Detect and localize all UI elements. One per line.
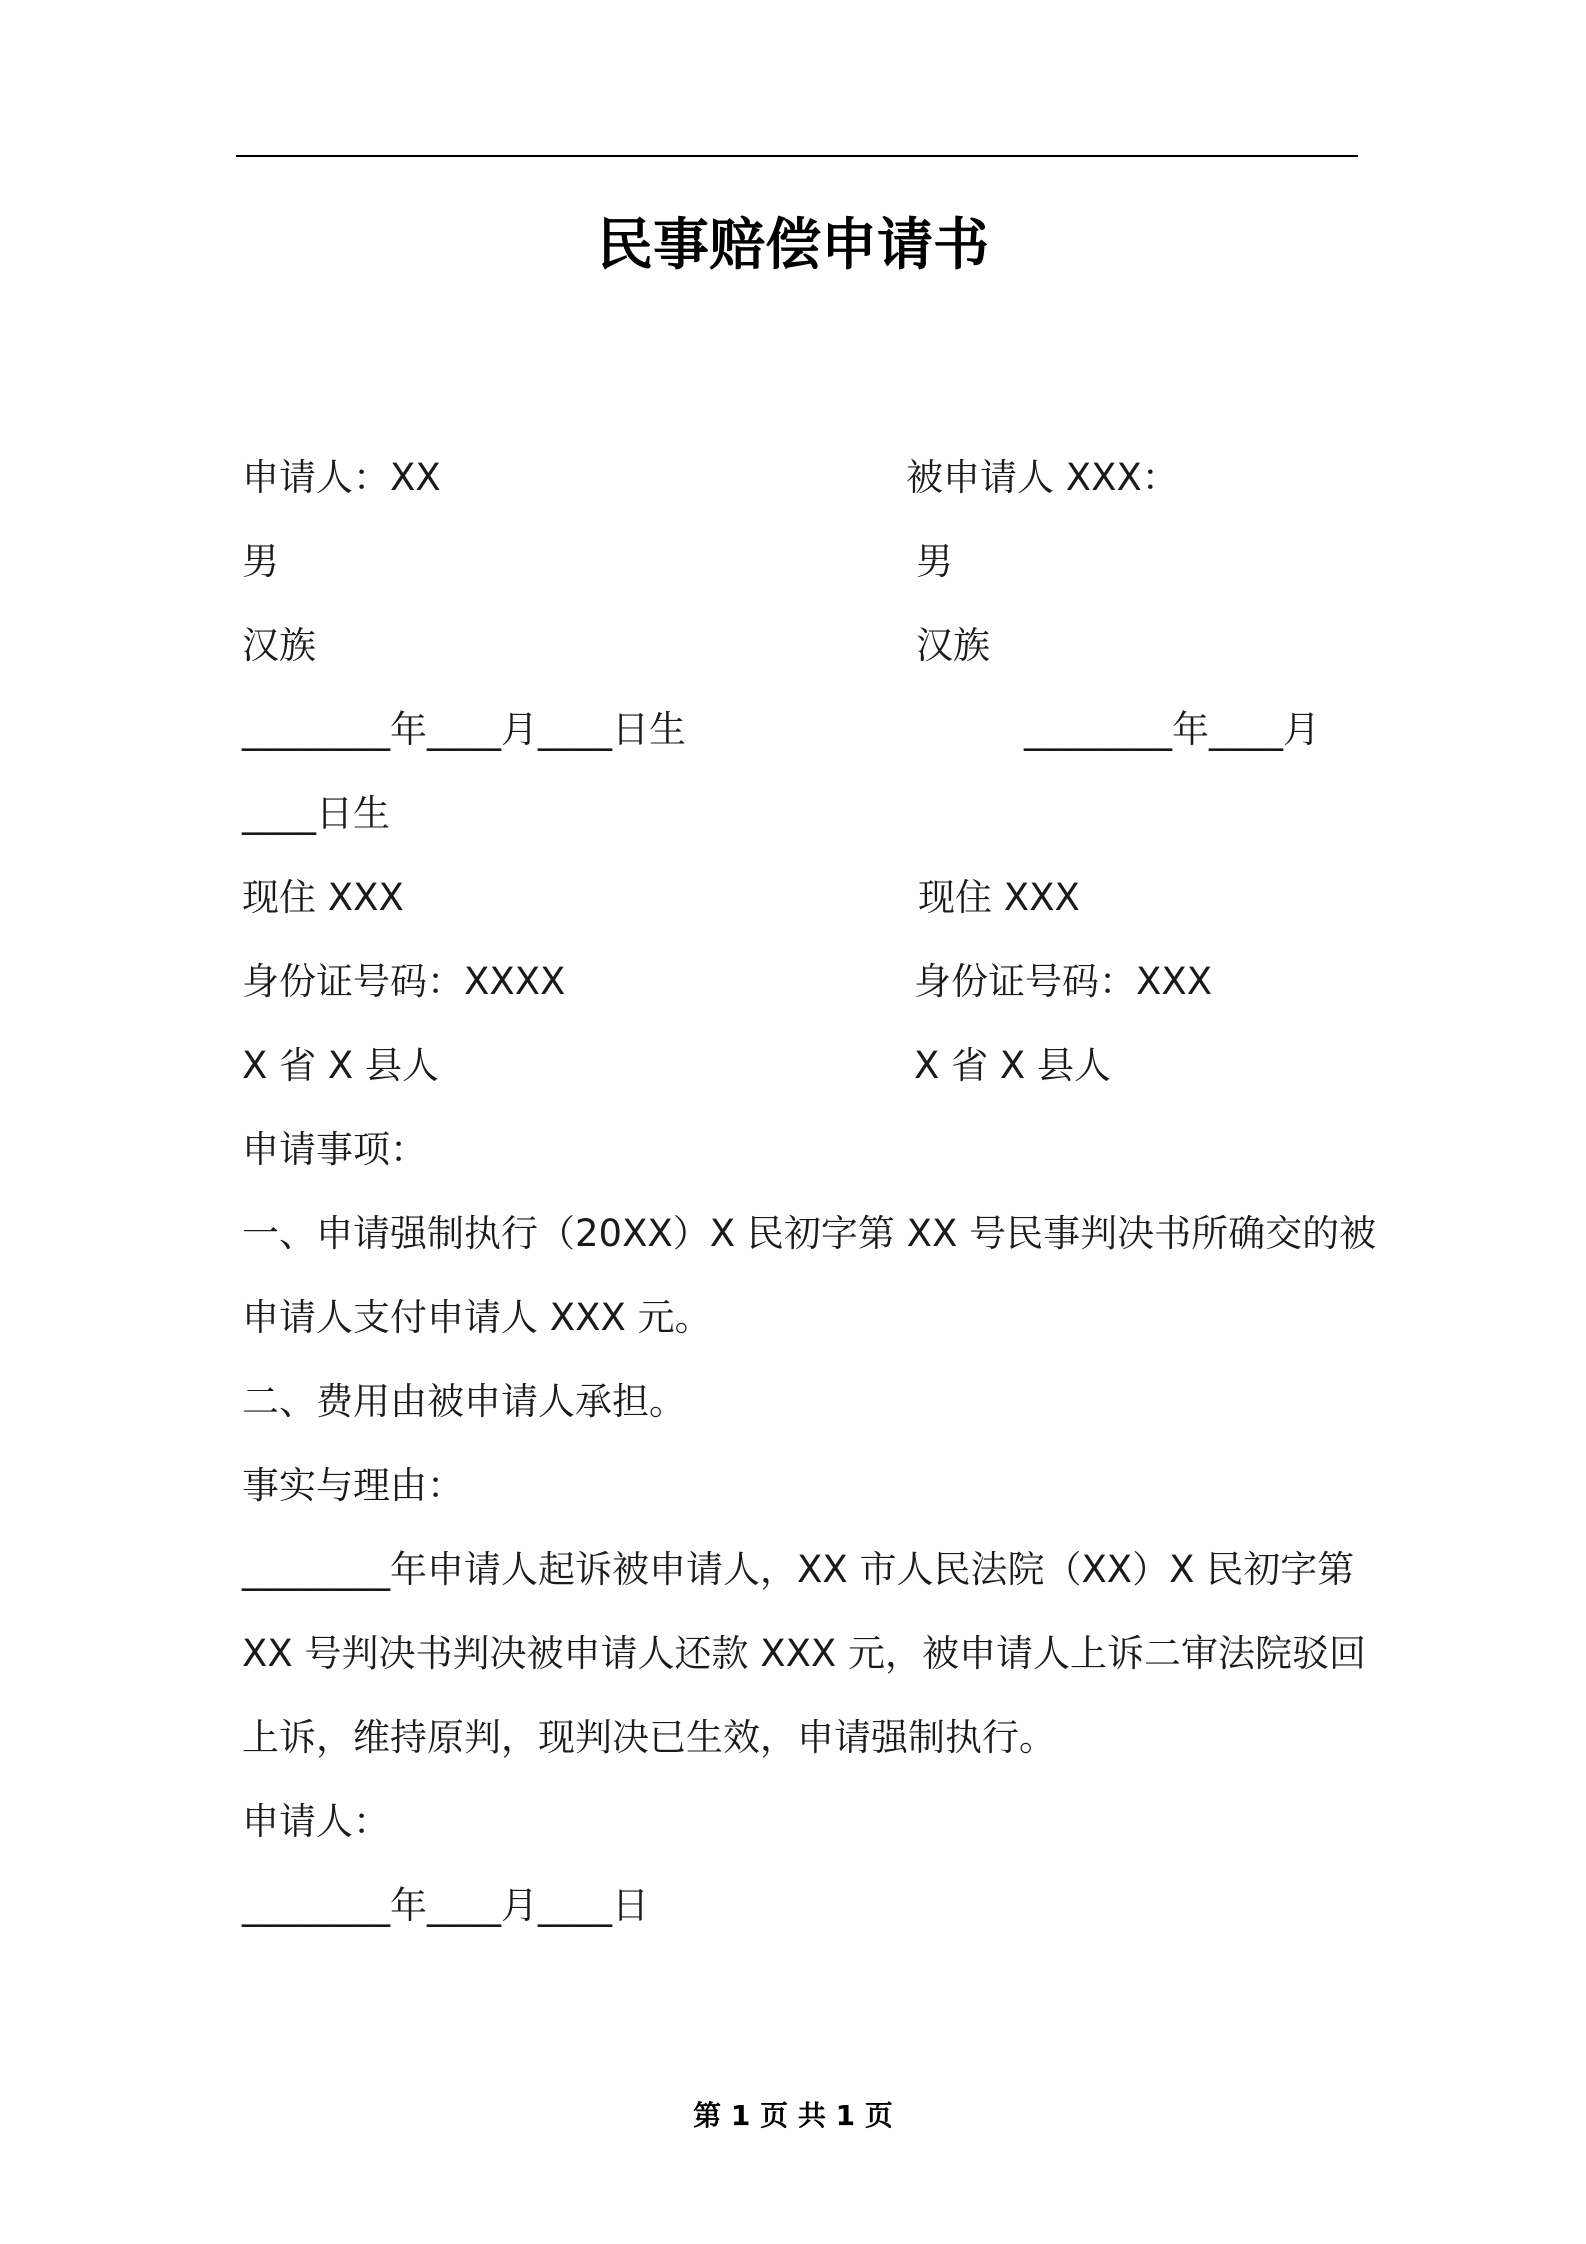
page-number: 第 1 页 共 1 页 xyxy=(693,2099,893,2132)
applicant-ethnicity: 汉族 xyxy=(242,624,316,667)
respondent-birth-date: ________年____月 xyxy=(1024,708,1320,751)
respondent-birth-date-continued: ____日生 xyxy=(242,792,390,835)
applicant-origin: X 省 X 县人 xyxy=(242,1044,439,1087)
applicant-gender: 男 xyxy=(242,540,279,583)
respondent-origin: X 省 X 县人 xyxy=(914,1044,1111,1087)
applicant-name: 申请人：XX xyxy=(242,456,441,499)
facts-line-3: 上诉，维持原判，现判决已生效，申请强制执行。 xyxy=(242,1716,1056,1759)
respondent-address: 现住 XXX xyxy=(918,876,1080,919)
signature-label: 申请人： xyxy=(242,1800,390,1843)
facts-heading: 事实与理由： xyxy=(242,1464,464,1507)
applicant-id-number: 身份证号码：XXXX xyxy=(242,960,566,1003)
requests-heading: 申请事项： xyxy=(242,1128,427,1171)
facts-line-1: ________年申请人起诉被申请人，XX 市人民法院（XX）X 民初字第 xyxy=(242,1548,1355,1591)
request-1-line-2: 申请人支付申请人 XXX 元。 xyxy=(242,1296,712,1339)
header-rule xyxy=(236,155,1358,157)
request-2: 二、费用由被申请人承担。 xyxy=(242,1380,686,1423)
respondent-gender: 男 xyxy=(916,540,953,583)
facts-line-2: XX 号判决书判决被申请人还款 XXX 元，被申请人上诉二审法院驳回 xyxy=(242,1632,1367,1675)
signature-date: ________年____月____日 xyxy=(242,1884,649,1927)
respondent-ethnicity: 汉族 xyxy=(916,624,990,667)
request-1-line-1: 一、申请强制执行（20XX）X 民初字第 XX 号民事判决书所确交的被 xyxy=(242,1212,1377,1255)
document-title: 民事赔偿申请书 xyxy=(597,213,989,278)
applicant-birth-date: ________年____月____日生 xyxy=(242,708,686,751)
respondent-id-number: 身份证号码：XXX xyxy=(914,960,1213,1003)
applicant-address: 现住 XXX xyxy=(242,876,404,919)
respondent-name: 被申请人 XXX： xyxy=(906,456,1179,499)
